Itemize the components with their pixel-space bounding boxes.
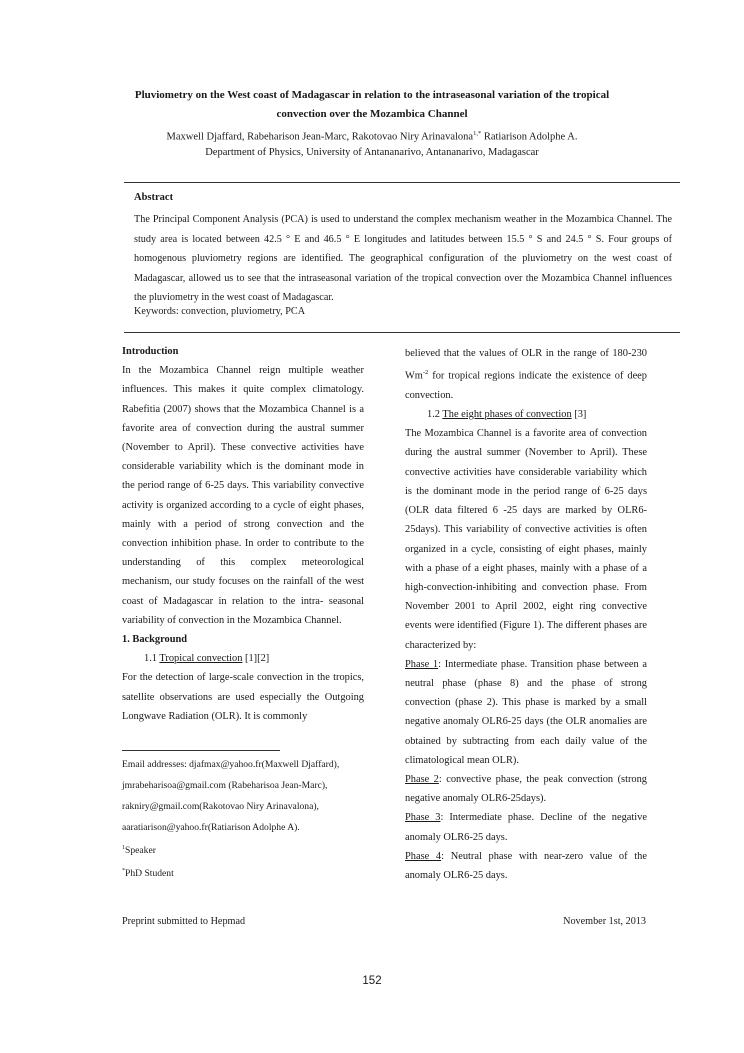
continued-sup: -2 bbox=[422, 369, 429, 377]
title-line-1: Pluviometry on the West coast of Madagascar in relation to the intraseasonal variation of the tropical bbox=[134, 89, 610, 101]
continued-end: for tropical regions indicate the existence of deep convection. bbox=[405, 370, 647, 401]
footnotes bbox=[122, 754, 372, 884]
keywords: Keywords: convection, pluviometry, PCA bbox=[134, 306, 306, 317]
subsection-1-2-heading bbox=[405, 405, 647, 424]
phase-3-label: Phase 3 bbox=[405, 812, 441, 824]
phase-2-item bbox=[405, 770, 647, 808]
subsection-1-1-title: Tropical convection bbox=[159, 653, 243, 665]
subsection-1-1-num: 1.1 bbox=[144, 653, 160, 665]
continued-paragraph bbox=[405, 344, 647, 405]
abstract-bottom-rule bbox=[124, 332, 680, 333]
abstract-top-rule bbox=[124, 182, 680, 183]
footnote-email: Email addresses: djafmax@yahoo.fr(Maxwell Djaffard), jmrabeharisoa@gmail.com (Rabeharisoa Jean-Marc), rakniry@gmail.com(Rakotovao Niry Arinavalona), aaratiarison@yahoo.fr(Ratiarison Adolphe A). bbox=[122, 759, 340, 833]
subsection-1-1-body: For the detection of large-scale convection in the tropics, satellite observations are used especially the Outgoing Longwave Radiation (OLR). It is commonly bbox=[122, 672, 364, 722]
phase-4-item bbox=[405, 847, 647, 885]
footnote-phd bbox=[122, 861, 372, 884]
phase-1-item bbox=[405, 655, 647, 770]
footnote-speaker bbox=[122, 838, 372, 861]
phase-3-text: : Intermediate phase. Decline of the negative anomaly OLR6-25 days. bbox=[405, 812, 647, 843]
introduction-body: In the Mozambica Channel reign multiple weather influences. This makes it quite complex climatology. Rabefitia (2007) shows that the Mozambica Channel is a favorite area of convection during the austral summer (November to April). These convective activities have considerable variability which is the dominant mode in the period range of 6-25 days. This variability convective activity is organized according to a cycle of eight phases, mainly with a period of strong convection and the convection inhibition phase. In order to contribute to the understanding of this complex meteorological mechanism, our study focuses on the rainfall of the west coast of Madagascar in relation to the intra- seasonal variability of convection in the Mozambica Channel. bbox=[122, 365, 364, 626]
phase-1-text: : Intermediate phase. Transition phase between a neutral phase (phase 8) and the phase of strong convection (phase 2). This phase is marked by a small negative anomaly OLR6-25 days (the OLR anomalies are obtained by subtracting from each daily value of the climatological mean OLR). bbox=[405, 658, 647, 766]
subsection-1-2-ref: [3] bbox=[571, 409, 587, 421]
phase-3-item bbox=[405, 808, 647, 846]
continued-text: believed that the values of OLR in the range of 180-230 Wm bbox=[405, 348, 647, 382]
background-heading: 1. Background bbox=[122, 634, 188, 646]
phd-sup: * bbox=[122, 868, 125, 875]
right-column bbox=[405, 344, 647, 885]
subsection-1-1-heading bbox=[122, 649, 364, 668]
page-number: 152 bbox=[362, 975, 382, 987]
left-column bbox=[122, 342, 364, 726]
affiliation: Department of Physics, University of Antananarivo, Antananarivo, Madagascar bbox=[205, 147, 539, 158]
phd-text: PhD Student bbox=[125, 868, 174, 880]
speaker-text: Speaker bbox=[125, 845, 156, 857]
phase-4-text: : Neutral phase with near-zero value of the anomaly OLR6-25 days. bbox=[405, 850, 647, 881]
subsection-1-2-num: 1.2 bbox=[427, 409, 443, 421]
footnote-rule bbox=[122, 750, 280, 751]
phase-4-label: Phase 4 bbox=[405, 850, 442, 862]
subsection-1-1-refs: [1][2] bbox=[242, 653, 270, 665]
authors-text: Maxwell Djaffard, Rabeharison Jean-Marc, Rakotovao Niry Arinavalona bbox=[166, 131, 474, 143]
abstract-body: The Principal Component Analysis (PCA) is used to understand the complex mechanism weather in the Mozambica Channel. The study area is located between 42.5 ° E and 46.5 ° E longitudes and latitudes between 15.5 ° S and 24.5 ° S. Four groups of homogenous pluviometry regions are identified. The geographical configuration of the pluviometry on the west coast of Madagascar, allowed us to see that the intraseasonal variation of the tropical convection over the Mozambica Channel influences the pluviometry in the west coast of Madagascar. bbox=[134, 214, 672, 304]
authors-sup: 1,* bbox=[473, 130, 482, 137]
phase-1-label: Phase 1 bbox=[405, 658, 439, 670]
subsection-1-2-body: The Mozambica Channel is a favorite area of convection during the austral summer (November to April). These convective activities have considerable variability which is the dominant mode in the period range of 6-25 days (OLR data filtered 6 -25 days are marked by OLR6-25days). This variability of convective activities is often organized in a cycle, consisting of eight phases, mainly with a phase of a eight phases, mainly with a phase of a high-convection-inhibiting and convection phase. From November 2001 to April 2002, eight ring convective events were identified (Figure 1). The different phases are characterized by: bbox=[405, 428, 647, 651]
phase-2-text: : convective phase, the peak convection (strong negative anomaly OLR6-25days). bbox=[405, 773, 648, 805]
paper-title bbox=[120, 86, 624, 124]
subsection-1-2-title: The eight phases of convection bbox=[442, 409, 572, 421]
speaker-sup: 1 bbox=[122, 845, 125, 851]
abstract-heading: Abstract bbox=[134, 192, 174, 203]
submission-date: November 1st, 2013 bbox=[563, 916, 646, 927]
introduction-heading: Introduction bbox=[122, 346, 179, 357]
phase-2-label: Phase 2 bbox=[405, 773, 439, 785]
authors-last: Ratiarison Adolphe A. bbox=[481, 131, 578, 143]
title-line-2: convection over the Mozambica Channel bbox=[276, 108, 468, 120]
preprint-note: Preprint submitted to Hepmad bbox=[122, 916, 246, 927]
